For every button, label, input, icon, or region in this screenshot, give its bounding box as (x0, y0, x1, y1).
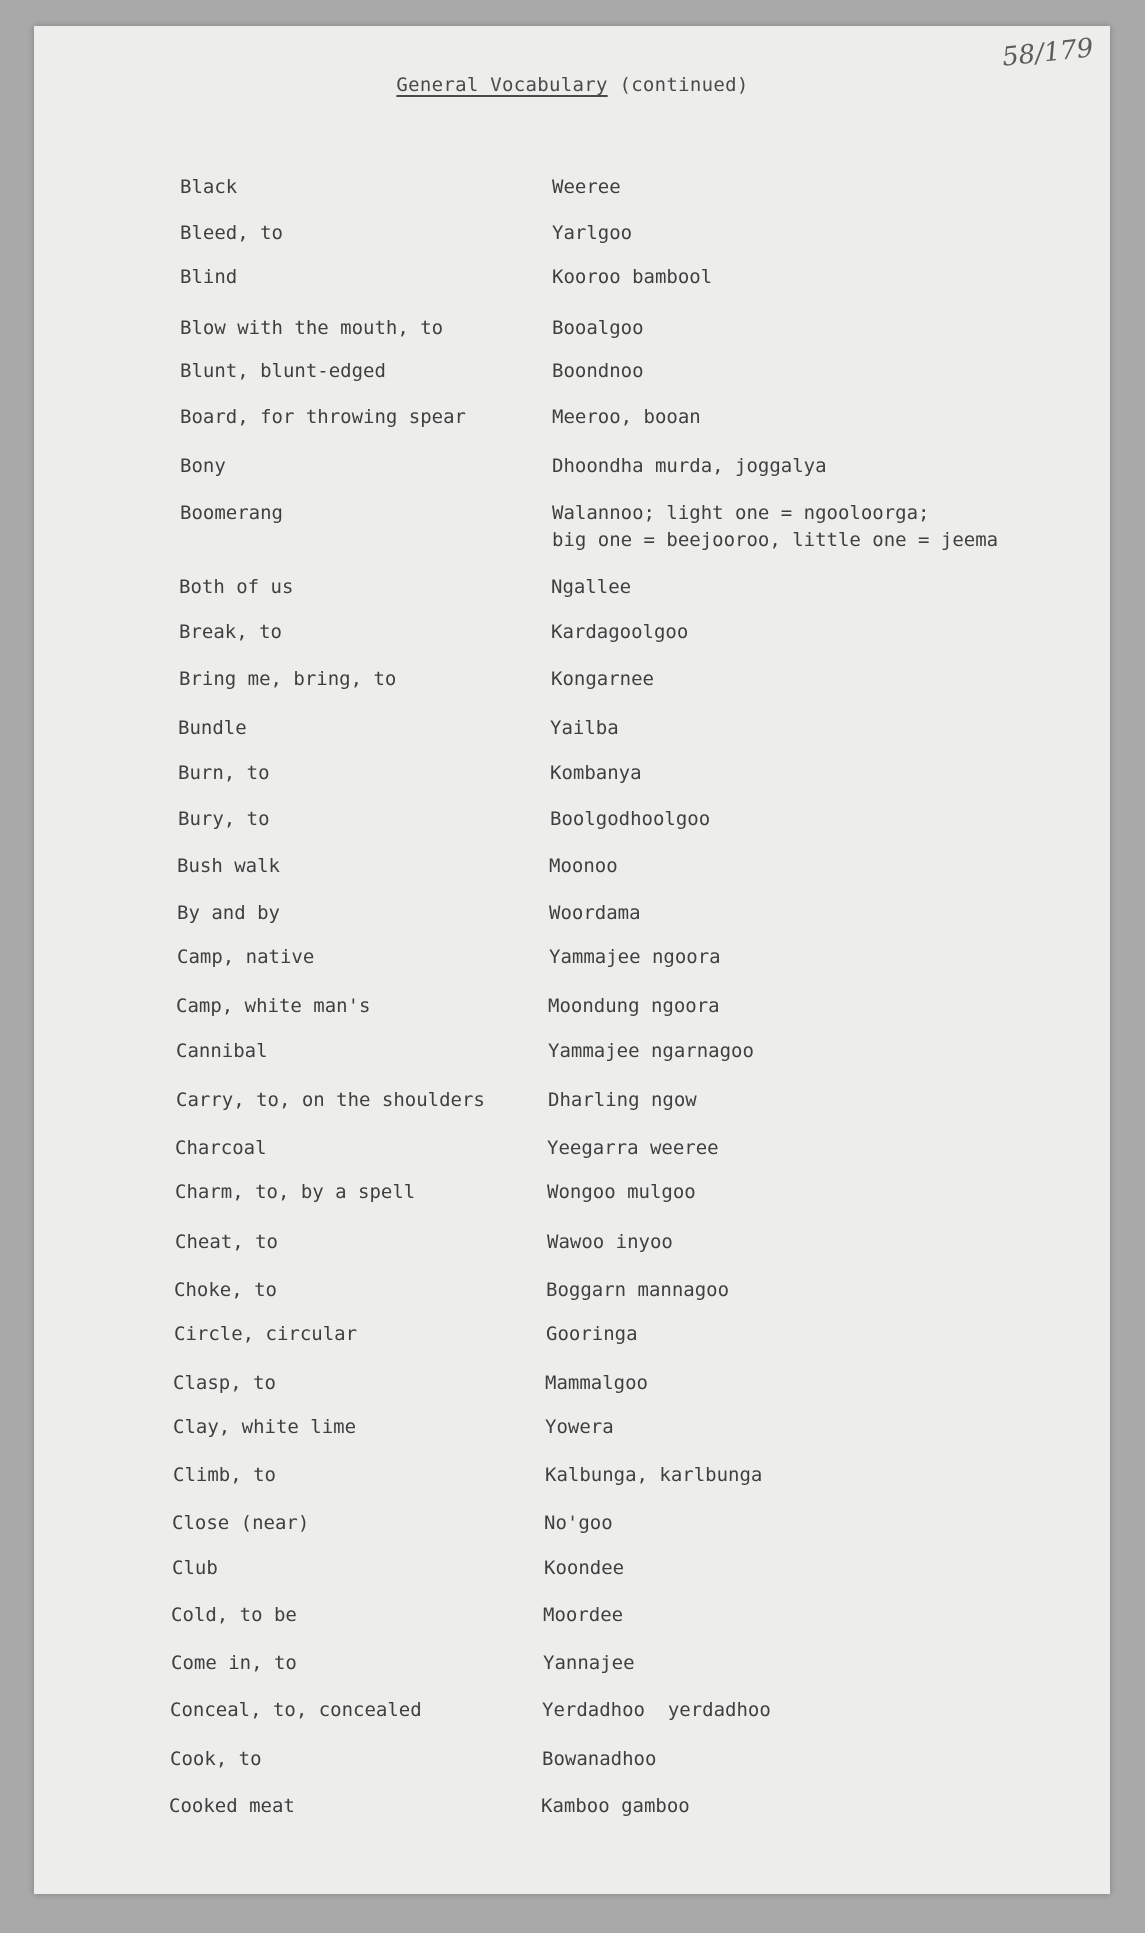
entry-native: Dhoondha murda, joggalya (552, 455, 827, 477)
entry-native: Woordama (549, 902, 641, 924)
entry-english: Carry, to, on the shoulders (176, 1089, 485, 1111)
entry-native: Moordee (543, 1604, 624, 1626)
entry-english: By and by (177, 902, 280, 924)
entry-english: Cheat, to (175, 1231, 278, 1253)
entry-english: Camp, white man's (176, 995, 371, 1017)
entry-english: Club (172, 1557, 218, 1579)
entry-english: Bundle (178, 717, 247, 739)
entry-native: Kombanya (550, 762, 642, 784)
entry-native: Yerdadhoo yerdadhoo (542, 1699, 771, 1721)
entry-native: Kooroo bambool (552, 266, 713, 288)
page-title-suffix: (continued) (619, 74, 749, 96)
entry-native: Moonoo (549, 855, 618, 877)
entry-english: Bury, to (178, 808, 270, 830)
entry-english: Clasp, to (173, 1372, 276, 1394)
entry-english: Cold, to be (171, 1604, 297, 1626)
entry-native: Yannajee (543, 1652, 635, 1674)
entry-native: Kalbunga, karlbunga (545, 1464, 763, 1486)
page-title (0, 74, 1145, 96)
entry-native: Yammajee ngoora (549, 946, 721, 968)
entry-english: Bush walk (177, 855, 280, 877)
entry-native: Walannoo; light one = ngooloorga; (552, 502, 930, 524)
entry-native: Boolgodhoolgoo (550, 808, 711, 830)
entry-native: Weeree (552, 176, 621, 198)
entry-native: Dharling ngow (548, 1089, 697, 1111)
entry-native-continuation: big one = beejooroo, little one = jeema (552, 529, 999, 551)
entry-english: Charcoal (175, 1137, 267, 1159)
entry-native: Kongarnee (551, 668, 654, 690)
entry-native: Ngallee (551, 576, 632, 598)
entry-english: Bleed, to (180, 222, 283, 244)
entry-native: Mammalgoo (545, 1372, 648, 1394)
page-title-main: General Vocabulary (396, 74, 608, 96)
entry-english: Boomerang (180, 502, 283, 524)
entry-english: Conceal, to, concealed (170, 1699, 422, 1721)
entry-native: Kardagoolgoo (551, 621, 689, 643)
entry-native: Kamboo gamboo (541, 1795, 690, 1817)
entry-english: Blind (180, 266, 238, 288)
entry-english: Bring me, bring, to (179, 668, 397, 690)
entry-english: Blunt, blunt-edged (180, 360, 386, 382)
entry-native: Yailba (550, 717, 619, 739)
entry-english: Cooked meat (169, 1795, 295, 1817)
entry-english: Close (near) (172, 1512, 310, 1534)
entry-english: Black (180, 176, 238, 198)
entry-english: Clay, white lime (173, 1416, 357, 1438)
entry-native: Yowera (545, 1416, 614, 1438)
entry-english: Blow with the mouth, to (180, 317, 444, 339)
entry-native: Yarlgoo (552, 222, 633, 244)
entry-english: Climb, to (173, 1464, 276, 1486)
entry-native: Meeroo, booan (552, 406, 701, 428)
entry-english: Choke, to (174, 1279, 277, 1301)
entry-native: Moondung ngoora (548, 995, 720, 1017)
entry-english: Come in, to (171, 1652, 297, 1674)
entry-native: Booalgoo (552, 317, 644, 339)
entry-english: Camp, native (177, 946, 315, 968)
entry-native: Gooringa (546, 1323, 638, 1345)
entry-native: Koondee (544, 1557, 625, 1579)
folio-number: 58/179 (1000, 33, 1095, 73)
entry-english: Cannibal (176, 1040, 268, 1062)
entry-native: Bowanadhoo (542, 1748, 657, 1770)
entry-native: Boggarn mannagoo (546, 1279, 730, 1301)
entry-english: Board, for throwing spear (180, 406, 466, 428)
entry-native: Yammajee ngarnagoo (548, 1040, 754, 1062)
entry-native: Boondnoo (552, 360, 644, 382)
entry-native: Wawoo inyoo (547, 1231, 673, 1253)
entry-native: Yeegarra weeree (547, 1137, 719, 1159)
entry-native: Wongoo mulgoo (547, 1181, 696, 1203)
entry-native: No'goo (544, 1512, 613, 1534)
entry-english: Bony (180, 455, 226, 477)
entry-english: Charm, to, by a spell (175, 1181, 416, 1203)
entry-english: Both of us (179, 576, 294, 598)
entry-english: Circle, circular (174, 1323, 358, 1345)
entry-english: Burn, to (178, 762, 270, 784)
entry-english: Cook, to (170, 1748, 262, 1770)
entry-english: Break, to (179, 621, 282, 643)
